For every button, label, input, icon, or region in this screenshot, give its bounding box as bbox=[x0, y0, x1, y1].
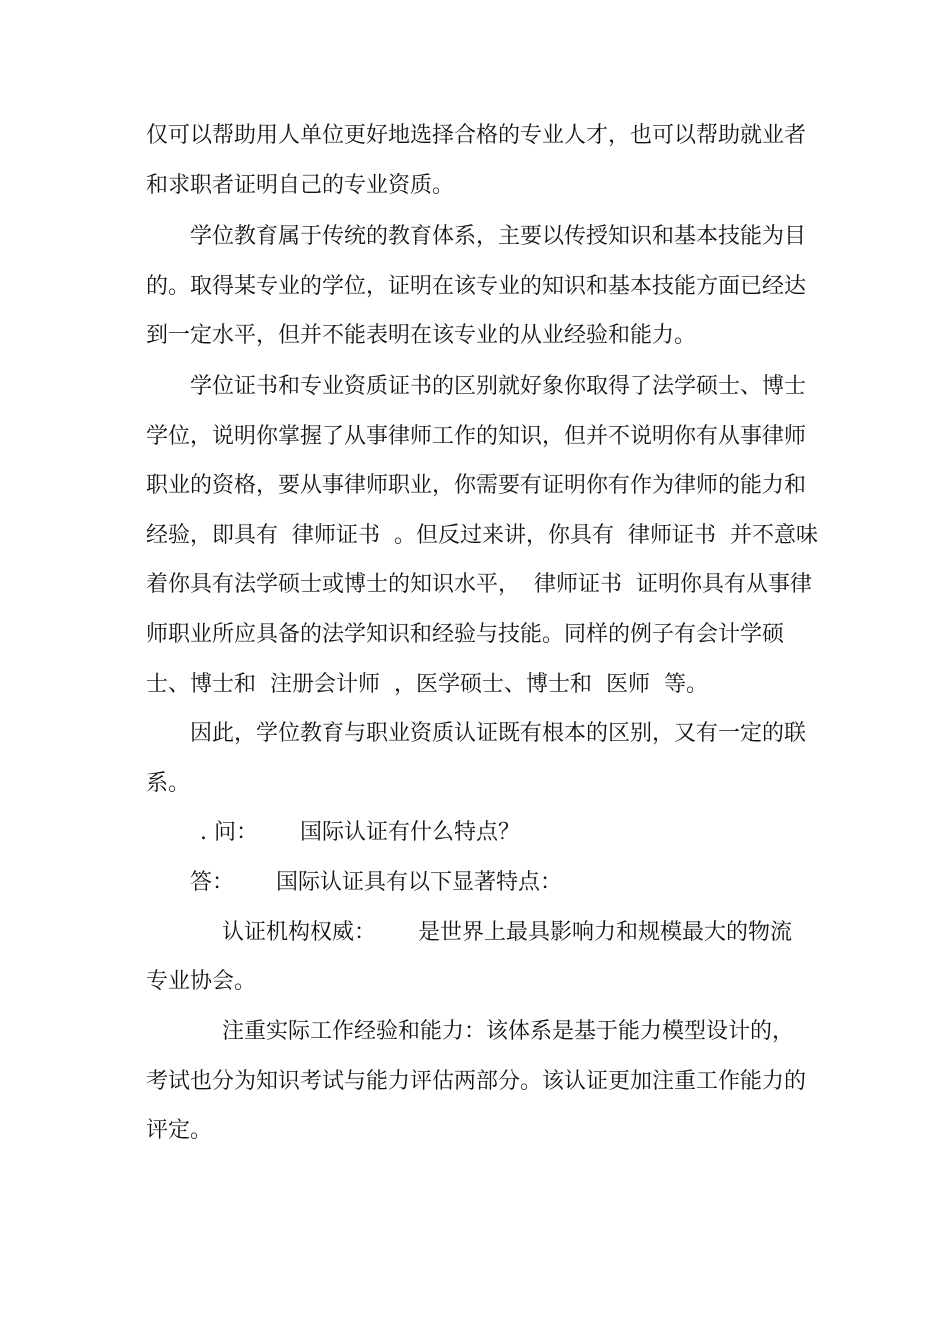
feature-line-5: 评定。 bbox=[146, 1118, 213, 1143]
text-line-3: 学位教育属于传统的教育体系，主要以传授知识和基本技能为目 bbox=[190, 224, 807, 249]
text-line-4: 的。取得某专业的学位，证明在该专业的知识和基本技能方面已经达 bbox=[146, 274, 807, 299]
text-line-10: 着你具有法学硕士或博士的知识水平， 律师证书 证明你具有从事律 bbox=[146, 572, 812, 597]
text-line-14: 系。 bbox=[146, 771, 191, 796]
feature-line-1: 认证机构权威： 是世界上最具影响力和规模最大的物流 bbox=[222, 920, 792, 945]
feature-line-2: 专业协会。 bbox=[146, 969, 257, 994]
text-line-12: 士、博士和 注册会计师 ，医学硕士、博士和 医师 等。 bbox=[146, 672, 708, 697]
feature-line-4: 考试也分为知识考试与能力评估两部分。该认证更加注重工作能力的 bbox=[146, 1069, 807, 1094]
text-line-1: 仅可以帮助用人单位更好地选择合格的专业人才，也可以帮助就业者 bbox=[146, 123, 807, 148]
text-line-7: 学位，说明你掌握了从事律师工作的知识，但并不说明你有从事律师 bbox=[146, 424, 807, 449]
text-line-5: 到一定水平，但并不能表明在该专业的从业经验和能力。 bbox=[146, 323, 697, 348]
answer-line: 答： 国际认证具有以下显著特点： bbox=[190, 870, 562, 895]
text-line-11: 师职业所应具备的法学知识和经验与技能。同样的例子有会计学硕 bbox=[146, 622, 785, 647]
feature-line-3: 注重实际工作经验和能力：该体系是基于能力模型设计的， bbox=[222, 1019, 795, 1044]
question-line: . 问： 国际认证有什么特点？ bbox=[200, 820, 520, 845]
text-line-13: 因此，学位教育与职业资质认证既有根本的区别，又有一定的联 bbox=[190, 721, 807, 746]
text-line-8: 职业的资格，要从事律师职业，你需要有证明你有作为律师的能力和 bbox=[146, 473, 807, 498]
text-line-2: 和求职者证明自己的专业资质。 bbox=[146, 173, 455, 198]
text-line-9: 经验，即具有 律师证书 。但反过来讲，你具有 律师证书 并不意味 bbox=[146, 523, 818, 548]
text-line-6: 学位证书和专业资质证书的区别就好象你取得了法学硕士、博士 bbox=[190, 374, 807, 399]
